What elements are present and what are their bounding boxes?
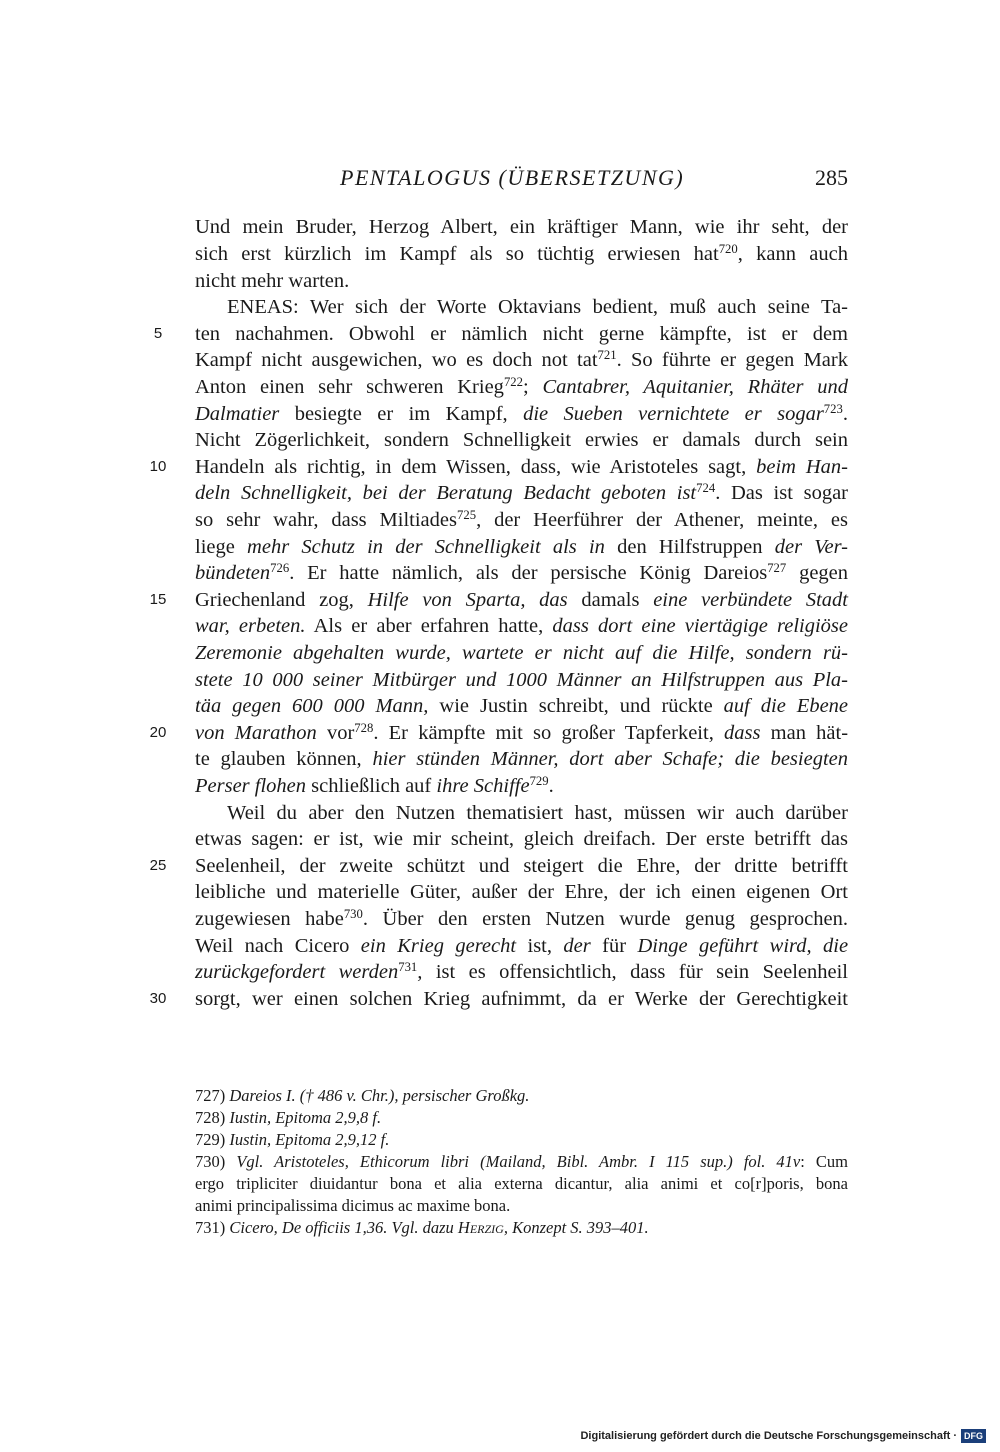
text-line: deln Schnelligkeit, bei der Beratung Bedacht geboten ist$^{724}$. Das ist sogar [195, 481, 849, 504]
line-number-5: 5 [153, 325, 163, 342]
footnote-ref: 726 [270, 561, 290, 576]
footnote-ref: 731 [398, 960, 418, 975]
line-number-30: 30 [149, 990, 167, 1007]
running-title: PENTALOGUS (ÜBERSETZUNG) [340, 165, 685, 190]
text-line: zugewiesen habe$^{730}$. Über den ersten Nutzen wurde genug gesprochen. [195, 907, 849, 930]
text-line: nicht mehr warten. [195, 270, 350, 292]
footnote-ref: 722 [503, 375, 523, 390]
text-line: Anton einen sehr schweren Krieg$^{722}$; Cantabrer, Aquitanier, Rhäter und [195, 375, 848, 398]
digitization-credit [580, 1428, 986, 1444]
footnote-ref: 721 [597, 348, 617, 363]
line-number-20: 20 [149, 724, 167, 741]
text-line: liege mehr Schutz in der Schnelligkeit als in den Hilfstruppen der Ver- [195, 536, 849, 558]
text-line: leibliche und materielle Güter, außer der Ehre, der ich einen eigenen Ort [195, 881, 848, 903]
credit-text: Digitalisierung gefördert durch die Deutsche Forschungsgemeinschaft · [580, 1430, 957, 1442]
line-number-10: 10 [149, 458, 167, 475]
footnote-729: 729) Iustin, Epitoma 2,9,12 f. [195, 1130, 390, 1149]
text-line: von Marathon vor$^{728}$. Er kämpfte mit so großer Tapferkeit, dass man hät- [195, 721, 849, 744]
footnote-ref: 723 [823, 402, 843, 417]
line-number-25: 25 [149, 857, 167, 874]
text-line: ten nachahmen. Obwohl er nämlich nicht gerne kämpfte, ist er dem [195, 323, 848, 345]
text-line: Kampf nicht ausgewichen, wo es doch not tat$^{721}$. So führte er gegen Mark [195, 348, 848, 371]
footnote-ref: 727 [767, 561, 787, 576]
text-line: te glauben können, hier stünden Männer, dort aber Schafe; die besiegten [195, 748, 848, 770]
footnote-ref: 725 [457, 508, 477, 523]
text-line: Seelenheil, der zweite schützt und steigert die Ehre, der dritte betrifft [195, 855, 848, 877]
text-line: stete 10 000 seiner Mitbürger und 1000 Männer an Hilfstruppen aus Pla- [195, 669, 848, 691]
text-line: etwas sagen: er ist, wie mir scheint, gleich dreifach. Der erste betrifft das [195, 828, 848, 850]
footnote-728: 728) Iustin, Epitoma 2,9,8 f. [195, 1108, 382, 1127]
line-number-15: 15 [149, 591, 167, 608]
text-line: Weil du aber den Nutzen thematisiert hast, müssen wir auch darüber [227, 802, 848, 824]
footnote-ref: 720 [718, 242, 738, 257]
footnote-730: 730) Vgl. Aristoteles, Ethicorum libri (Mailand, Bibl. Ambr. I 115 sup.) fol. 41v: Cum [195, 1152, 848, 1171]
running-header [195, 163, 848, 193]
text-line: bündeten$^{726}$. Er hatte nämlich, als der persische König Dareios$^{727}$ gegen [195, 561, 849, 584]
text-line: Handeln als richtig, in dem Wissen, dass, wie Aristoteles sagt, beim Han- [195, 456, 848, 478]
text-line: ENEAS: Wer sich der Worte Oktavians bedient, muß auch seine Ta- [227, 296, 848, 318]
text-line: Zeremonie abgehalten wurde, wartete er nicht auf die Hilfe, sondern rü- [195, 642, 848, 664]
footnote-ref: 729 [529, 774, 549, 789]
footnote-730-continued: ergo tripliciter diuidantur bona et alia externa dicantur, alia animi et co[r]poris, bona [195, 1174, 848, 1193]
dfg-logo: DFG [961, 1429, 986, 1443]
text-line: Griechenland zog, Hilfe von Sparta, das damals eine verbündete Stadt [195, 589, 849, 611]
page-number: 285 [815, 165, 848, 190]
footnote-730-end: animi principalissima dicimus ac maxime bona. [195, 1196, 511, 1215]
text-line: sich erst kürzlich im Kampf als so tüchtig erwiesen hat$^{720}$, kann auch [195, 242, 848, 265]
footnote-731: 731) Cicero, De officiis 1,36. Vgl. dazu Herzig, Konzept S. 393–401. [195, 1218, 649, 1237]
text-line: Dalmatier besiegte er im Kampf, die Sueben vernichtete er sogar$^{723}$. [195, 402, 848, 425]
text-line: sorgt, wer einen solchen Krieg aufnimmt, da er Werke der Gerechtigkeit [195, 988, 848, 1010]
text-line: Und mein Bruder, Herzog Albert, ein kräftiger Mann, wie ihr seht, der [195, 216, 848, 238]
text-line: war, erbeten. Als er aber erfahren hatte, dass dort eine viertägige religiöse [195, 615, 849, 637]
text-line: täa gegen 600 000 Mann, wie Justin schreibt, und rückte auf die Ebene [195, 695, 849, 717]
footnote-ref: 728 [354, 721, 374, 736]
text-line: Nicht Zögerlichkeit, sondern Schnelligkeit erwies er damals durch sein [195, 429, 848, 451]
text-line: so sehr wahr, dass Miltiades$^{725}$, der Heerführer der Athener, meinte, es [195, 508, 849, 531]
footnote-ref: 730 [343, 907, 363, 922]
text-line: Weil nach Cicero ein Krieg gerecht ist, der für Dinge geführt wird, die [195, 935, 849, 957]
text-line: Perser flohen schließlich auf ihre Schiffe$^{729}$. [195, 774, 554, 797]
text-line: zurückgefordert werden$^{731}$, ist es offensichtlich, dass für sein Seelenheil [195, 960, 848, 983]
footnote-727: 727) Dareios I. († 486 v. Chr.), persischer Großkg. [195, 1086, 530, 1105]
footnote-ref: 724 [696, 481, 716, 496]
